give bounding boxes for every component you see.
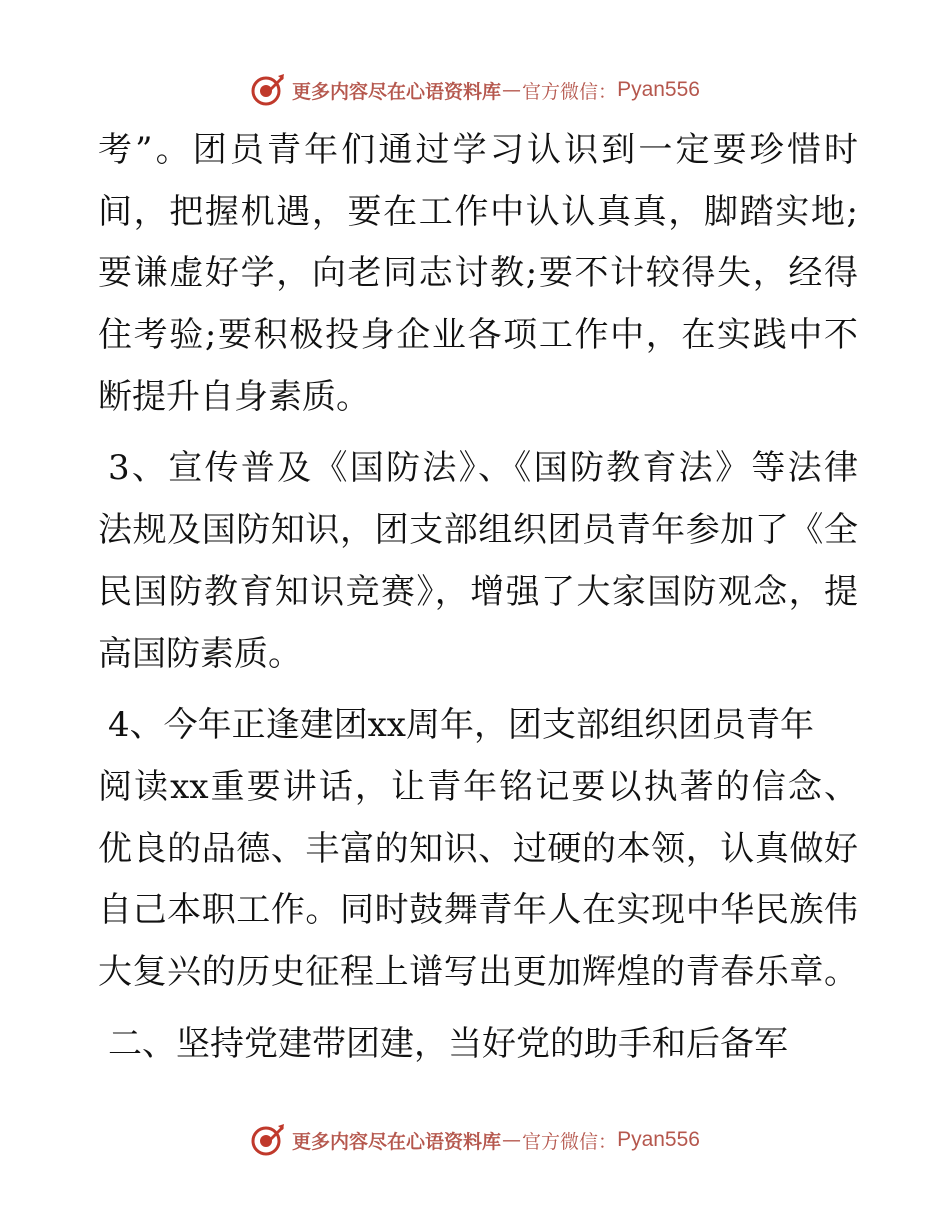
text-line: 考”。团员青年们通过学习认识到一定要珍惜时 <box>98 130 858 170</box>
watermark-header <box>0 70 950 110</box>
paragraph <box>98 438 858 685</box>
watermark-wechat-id: Pyan556 <box>617 78 700 101</box>
watermark-text: 更多内容尽在心语资料库 <box>292 1130 502 1153</box>
watermark-separator: — <box>502 1129 522 1151</box>
text-line: 自己本职工作。同时鼓舞青年人在实现中华民族伟 <box>98 890 858 931</box>
watermark-wechat-label: 官方微信： <box>522 80 618 103</box>
section-heading <box>98 1014 858 1076</box>
document-body <box>98 120 858 1075</box>
watermark-separator: — <box>502 79 522 101</box>
text-line: 民国防教育知识竞赛》，增强了大家国防观念，提 <box>98 571 858 612</box>
text-line: 阅读xx重要讲话，让青年铭记要以执著的信念、 <box>98 766 858 807</box>
text-line: 优良的品德、丰富的知识、过硬的本领，认真做好 <box>98 828 858 869</box>
watermark-logo-icon <box>250 72 286 108</box>
text-line: 住考验;要积极投身企业各项工作中，在实践中不 <box>98 315 858 356</box>
text-line: 要谦虚好学，向老同志讨教;要不计较得失，经得 <box>98 253 858 294</box>
watermark-logo-icon <box>250 1122 286 1158</box>
watermark-wechat-id: Pyan556 <box>617 1128 700 1151</box>
text-line: 大复兴的历史征程上谱写出更加辉煌的青春乐章。 <box>98 951 858 992</box>
text-line: 高国防素质。 <box>98 633 302 674</box>
paragraph <box>98 695 858 1003</box>
heading-line: 二、坚持党建带团建，当好党的助手和后备军 <box>108 1023 788 1064</box>
text-line: 断提升自身素质。 <box>98 376 370 417</box>
text-line: 法规及国防知识，团支部组织团员青年参加了《全 <box>98 510 858 551</box>
paragraph <box>98 120 858 428</box>
watermark-wechat-label: 官方微信： <box>522 1130 618 1153</box>
watermark-text: 更多内容尽在心语资料库 <box>292 80 502 103</box>
watermark-footer <box>0 1120 950 1160</box>
text-line: 4、今年正逢建团xx周年，团支部组织团员青年 <box>108 705 814 746</box>
text-line: 间，把握机遇，要在工作中认认真真，脚踏实地; <box>98 191 858 232</box>
text-line: 3、宣传普及《国防法》、《国防教育法》等法律 <box>108 448 858 489</box>
